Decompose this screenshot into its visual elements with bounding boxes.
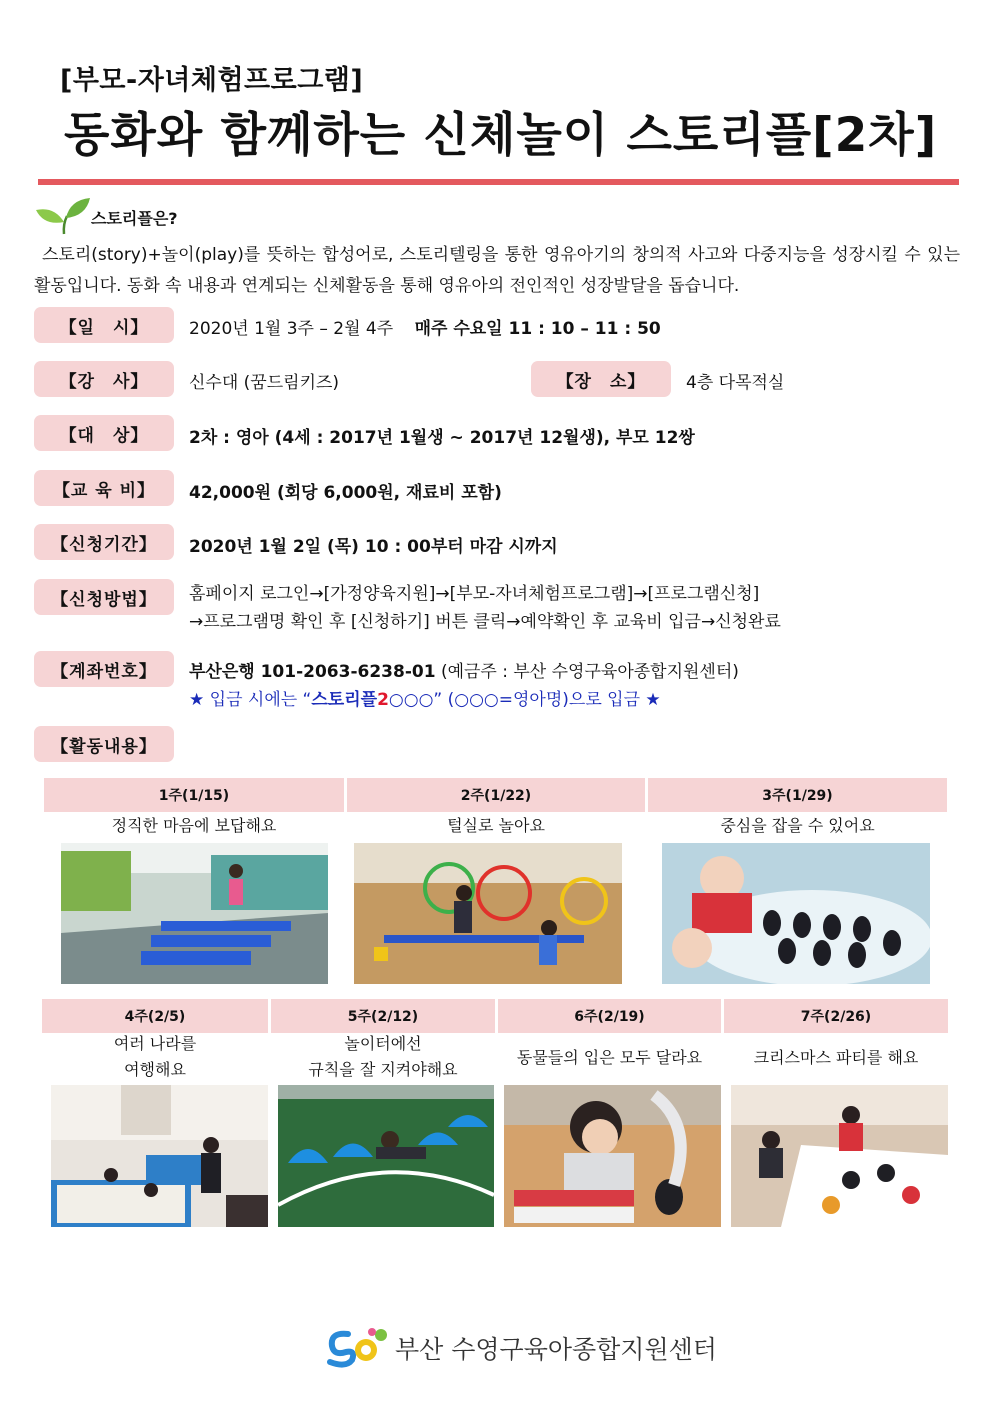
account-number: 부산은행 101-2063-6238-01 — [189, 662, 436, 682]
place-value: 4층 다목적실 — [686, 373, 785, 393]
instructor-value: 신수대 (꿈드림키즈) — [189, 373, 340, 393]
schedule-value — [189, 314, 661, 339]
deposit-note-suffix: ○○○” (○○○=영아명)으로 입금 ★ — [388, 690, 661, 710]
method-label: 【신청방법】 — [34, 579, 174, 615]
deposit-note-prefix: ★ 입금 시에는 “ — [189, 690, 312, 710]
activities-label: 【활동내용】 — [34, 726, 174, 762]
week-6-photo — [504, 1085, 721, 1227]
fee-label: 【교 육 비】 — [34, 470, 174, 506]
center-logo-icon — [326, 1326, 390, 1368]
place-label: 【장 소】 — [531, 361, 671, 397]
week-6-description: 동물들의 입은 모두 달라요 — [516, 1048, 703, 1067]
week-3-photo — [662, 843, 930, 984]
schedule-dates: 2020년 1월 3주 – 2월 4주 — [189, 319, 394, 339]
week-5-header: 5주(2/12) — [271, 999, 495, 1033]
target-label: 【대 상】 — [34, 415, 174, 451]
week-4-header: 4주(2/5) — [42, 999, 268, 1033]
week-4-description-line-1: 여러 나라를 — [113, 1034, 197, 1053]
method-line-1: 홈페이지 로그인→[가정양육지원]→[부모-자녀체험프로그램]→[프로그램신청] — [189, 584, 760, 604]
week-1-header: 1주(1/15) — [44, 778, 344, 812]
week-4-description — [42, 1031, 268, 1083]
account-label: 【계좌번호】 — [34, 651, 174, 687]
fee-value: 42,000원 (회당 6,000원, 재료비 포함) — [189, 483, 502, 503]
week-4-description-line-2: 여행해요 — [124, 1060, 186, 1079]
schedule-time: 매주 수요일 11 : 10 – 11 : 50 — [414, 319, 661, 339]
method-value — [189, 580, 781, 636]
period-label: 【신청기간】 — [34, 524, 174, 560]
week-1-description: 정직한 마음에 보답해요 — [111, 816, 277, 835]
target-value: 2차 : 영아 (4세 : 2017년 1월생 ~ 2017년 12월생), 부모 12쌍 — [189, 428, 695, 448]
period-value: 2020년 1월 2일 (목) 10 : 00부터 마감 시까지 — [189, 537, 558, 557]
sprout-icon — [34, 196, 92, 236]
week-4-photo — [51, 1085, 268, 1227]
account-value — [189, 658, 739, 714]
week-5-description-line-1: 놀이터에선 — [344, 1034, 422, 1053]
week-7-header: 7주(2/26) — [724, 999, 948, 1033]
week-7-photo — [731, 1085, 948, 1227]
week-3-description: 중심을 잡을 수 있어요 — [720, 816, 875, 835]
organization-name: 부산 수영구육아종합지원센터 — [395, 1335, 717, 1364]
week-5-description-line-2: 규칙을 잘 지켜야해요 — [308, 1060, 458, 1079]
schedule-label: 【일 시】 — [34, 307, 174, 343]
week-2-header: 2주(1/22) — [347, 778, 645, 812]
title-divider — [38, 179, 959, 185]
program-category: [부모-자녀체험프로그램] — [60, 65, 364, 96]
intro-text: 스토리(story)+놀이(play)를 뜻하는 합성어로, 스토리텔링을 통한 영유아기의 창의적 사고와 다중지능을 성장시킬 수 있는 활동입니다. 동화 속 내용과 연계되는 신체활동을 통해 영유아의 전인적인 성장발달을 돕습니다. — [34, 245, 960, 296]
intro-heading: 스토리플은? — [91, 209, 178, 228]
week-7-description: 크리스마스 파티를 해요 — [753, 1048, 919, 1067]
week-2-description: 털실로 놀아요 — [447, 816, 545, 835]
deposit-note-name: 스토리플 — [311, 690, 378, 710]
instructor-label: 【강 사】 — [34, 361, 174, 397]
account-holder: (예금주 : 부산 수영구육아종합지원센터) — [440, 662, 739, 682]
deposit-note-number: 2 — [377, 690, 389, 710]
deposit-note — [189, 686, 739, 714]
page-title: 동화와 함께하는 신체놀이 스토리플[2차] — [64, 108, 938, 163]
method-line-2: →프로그램명 확인 후 [신청하기] 버튼 클릭→예약확인 후 교육비 입금→신청완료 — [189, 612, 781, 632]
week-5-photo — [278, 1085, 494, 1227]
week-1-photo — [61, 843, 328, 984]
week-6-header: 6주(2/19) — [498, 999, 721, 1033]
week-3-header: 3주(1/29) — [648, 778, 947, 812]
week-2-photo — [354, 843, 622, 984]
week-5-description — [271, 1031, 495, 1083]
